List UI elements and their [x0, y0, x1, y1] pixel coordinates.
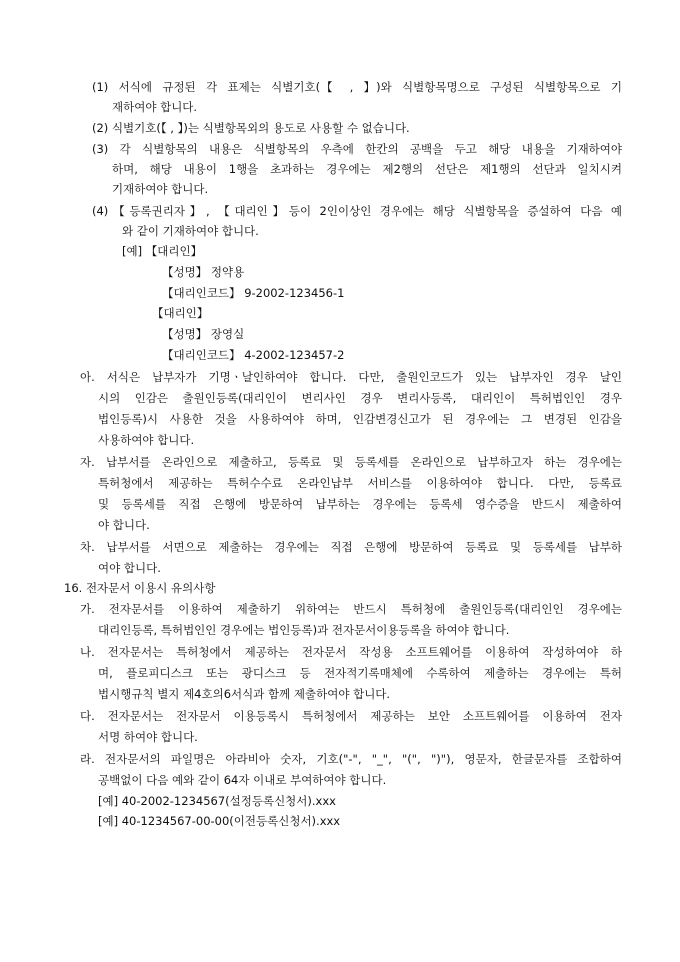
para-a-line-2: 시의 인감은 출원인등록(대리인이 변리사인 경우 변리사등록, 대리인이 특허법인인 경우 [98, 391, 622, 405]
para-ja-line-3: 및 등록세를 직접 은행에 방문하여 납부하는 경우에는 등록세 영수증을 반드시 제출하여 [98, 497, 622, 511]
example-agent-2: 【대리인】 [152, 306, 209, 320]
item-3-line-3: 기재하여야 합니다. [112, 182, 209, 196]
para-cha-line-1: 차. 납부서를 서면으로 제출하는 경우에는 직접 은행에 방문하여 등록료 및 등록세를 납부하 [80, 540, 622, 554]
example-name-1: 【성명】 정약용 [162, 265, 245, 279]
s16-ga-line-1: 가. 전자문서를 이용하여 제출하기 위하여는 반드시 특허청에 출원인등록(대리인인 경우에는 [80, 602, 622, 616]
item-1-line-1: (1) 서식에 규정된 각 표제는 식별기호(【 , 】)와 식별항목명으로 구성된 식별항목으로 기 [92, 80, 622, 94]
example-heading: [예] 【대리인】 [122, 244, 203, 258]
para-ja-line-1: 자. 납부서를 온라인으로 제출하고, 등록료 및 등록세를 온라인으로 납부하고자 하는 경우에는 [80, 455, 622, 469]
example-name-2: 【성명】 장영실 [162, 327, 245, 341]
s16-ra-line-2: 공백없이 다음 예와 같이 64자 이내로 부여하여야 합니다. [98, 773, 387, 787]
para-cha-line-2: 여야 합니다. [98, 561, 161, 575]
s16-da-line-1: 다. 전자문서는 전자문서 이용등록시 특허청에서 제공하는 보안 소프트웨어를 이용하여 전자 [80, 709, 622, 723]
para-ja-line-2: 특허청에서 제공하는 특허수수료 온라인납부 서비스를 이용하여야 합니다. 다만, 등록료 [98, 476, 622, 490]
para-a-line-4: 사용하여야 합니다. [98, 433, 195, 447]
s16-example-1: [예] 40-2002-1234567(설정등록신청서).xxx [98, 794, 336, 808]
s16-na-line-3: 법시행규칙 별지 제4호의6서식과 함께 제출하여야 합니다. [98, 687, 391, 701]
item-4-line-1: (4)【등록권리자】, 【대리인】등이 2인이상인 경우에는 해당 식별항목을 증설하여 다음 예 [92, 204, 622, 218]
item-2-line-1: (2) 식별기호(【 , 】)는 식별항목외의 용도로 사용할 수 없습니다. [92, 121, 410, 135]
example-code-1: 【대리인코드】 9-2002-123456-1 [162, 286, 345, 300]
item-3-line-2: 하며, 해당 내용이 1행을 초과하는 경우에는 제2행의 선단은 제1행의 선단과 일치시켜 [112, 162, 622, 176]
example-code-2: 【대리인코드】 4-2002-123457-2 [162, 348, 345, 362]
s16-na-line-2: 며, 플로피디스크 또는 광디스크 등 전자적기록매체에 수록하여 제출하는 경우에는 특허 [98, 666, 622, 680]
item-3-line-1: (3) 각 식별항목의 내용은 식별항목의 우측에 한칸의 공백을 두고 해당 내용을 기재하여야 [92, 142, 622, 156]
s16-example-2: [예] 40-1234567-00-00(이전등록신청서).xxx [98, 814, 341, 828]
para-ja-line-4: 야 합니다. [98, 518, 150, 532]
s16-da-line-2: 서명 하여야 합니다. [98, 730, 198, 744]
section-16-title: 16. 전자문서 이용시 유의사항 [64, 581, 216, 595]
s16-ga-line-2: 대리인등록, 특허법인인 경우에는 법인등록)과 전자문서이용등록을 하여야 합니다. [98, 623, 510, 637]
item-4-line-2: 와 같이 기재하여야 합니다. [122, 224, 259, 238]
para-a-line-3: 법인등록)시 사용한 것을 사용하여야 하며, 인감변경신고가 된 경우에는 그 변경된 인감을 [98, 412, 622, 426]
item-1-line-2: 재하여야 합니다. [112, 100, 198, 114]
s16-na-line-1: 나. 전자문서는 특허청에서 제공하는 전자문서 작성용 소프트웨어를 이용하여 작성하여야 하 [80, 645, 622, 659]
s16-ra-line-1: 라. 전자문서의 파일명은 아라비아 숫자, 기호("-", "_", "(", ")"), 영문자, 한글문자를 조합하여 [80, 752, 622, 766]
para-a-line-1: 아. 서식은 납부자가 기명ㆍ날인하여야 합니다. 다만, 출원인코드가 있는 납부자인 경우 날인 [80, 370, 622, 384]
